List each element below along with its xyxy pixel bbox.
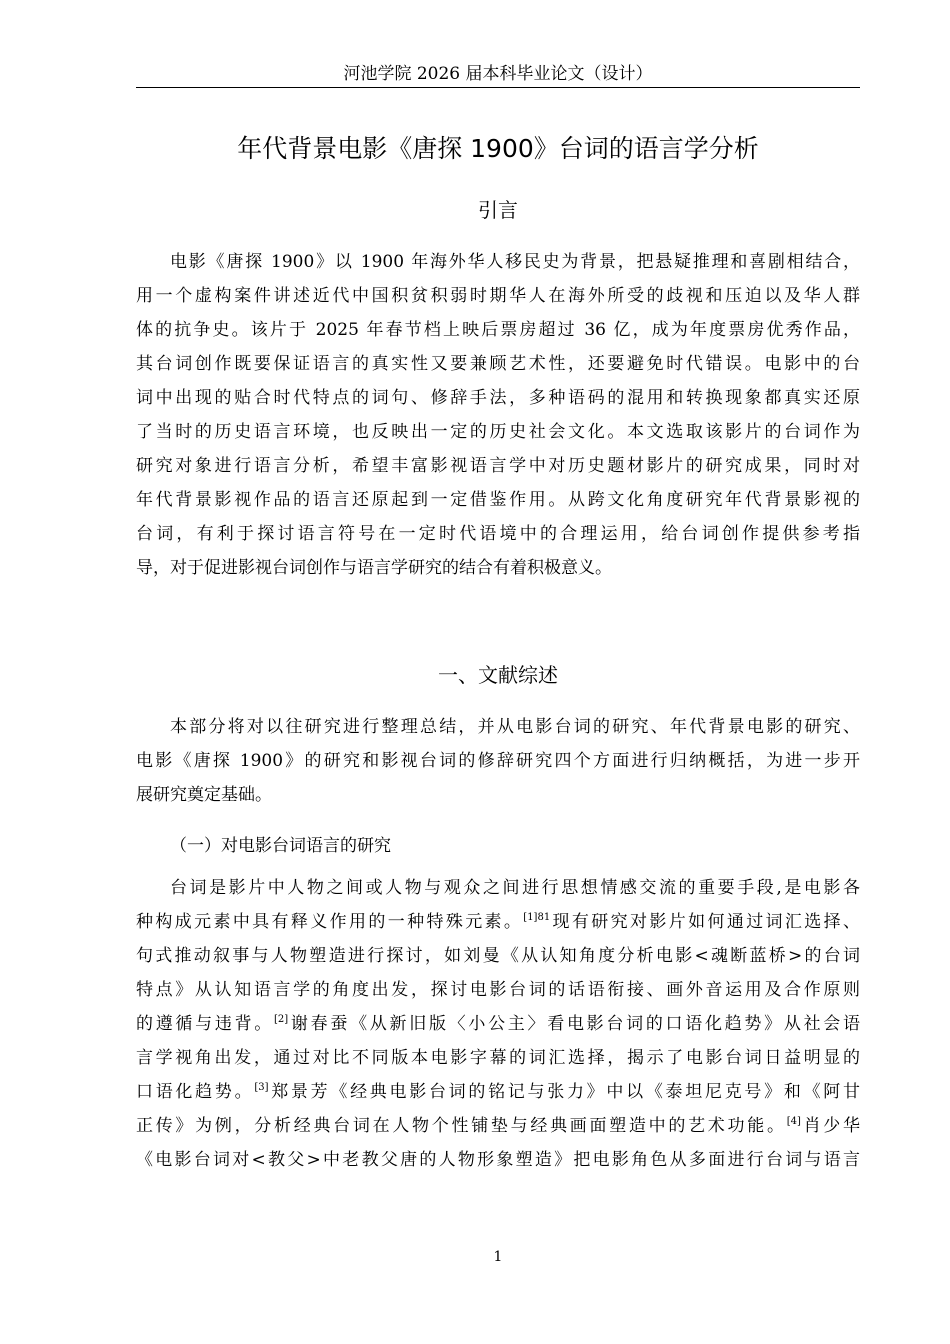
citation-ref: [4] bbox=[786, 1116, 801, 1127]
paragraph-line: 研究对象进行语言分析，希望丰富影视语言学中对历史题材影片的研究成果，同时对 bbox=[136, 456, 860, 476]
paragraph-line: 词中出现的贴合时代特点的词句、修辞手法，多种语码的混用和转换现象都真实还原 bbox=[136, 388, 860, 408]
paragraph-line: 句式推动叙事与人物塑造进行探讨，如刘曼《从认知角度分析电影<魂断蓝桥>的台词 bbox=[136, 946, 860, 966]
paragraph-line: 台词是影片中人物之间或人物与观众之间进行思想情感交流的重要手段,是电影各 bbox=[170, 878, 860, 898]
paragraph-line: 正传》为例，分析经典台词在人物个性铺垫与经典画面塑造中的艺术功能。[4]肖少华 bbox=[136, 1116, 861, 1136]
running-header: 河池学院 2026 届本科毕业论文（设计） bbox=[343, 64, 653, 84]
paragraph-line: 种构成元素中具有释义作用的一种特殊元素。$^{[1]81}$现有研究对影片如何通过词汇选择、 bbox=[136, 912, 861, 932]
paragraph-line: 本部分将对以往研究进行整理总结，并从电影台词的研究、年代背景电影的研究、 bbox=[170, 717, 860, 737]
paragraph-line: 体的抗争史。该片于 2025 年春节档上映后票房超过 36 亿，成为年度票房优秀作品， bbox=[136, 320, 860, 340]
paragraph-line: 了当时的历史语言环境，也反映出一定的历史社会文化。本文选取该影片的台词作为 bbox=[136, 422, 860, 442]
paragraph-line: 电影《唐探 1900》的研究和影视台词的修辞研究四个方面进行归纳概括，为进一步开 bbox=[136, 751, 860, 771]
page-number: 1 bbox=[493, 1249, 503, 1265]
citation-ref: [1]81 bbox=[523, 912, 551, 923]
paragraph-line: 的遵循与违背。[2]谢春蚕《从新旧版〈小公主〉看电影台词的口语化趋势》从社会语 bbox=[136, 1014, 861, 1034]
paragraph-line: 年代背景影视作品的语言还原起到一定借鉴作用。从跨文化角度研究年代背景影视的 bbox=[136, 490, 860, 510]
paragraph-line: 展研究奠定基础。 bbox=[136, 785, 272, 805]
paragraph-line: 其台词创作既要保证语言的真实性又要兼顾艺术性，还要避免时代错误。电影中的台 bbox=[136, 354, 860, 374]
paragraph-line: 导，对于促进影视台词创作与语言学研究的结合有着积极意义。 bbox=[136, 558, 612, 578]
header-rule bbox=[136, 87, 860, 88]
subsection-heading: （一）对电影台词语言的研究 bbox=[170, 836, 391, 856]
citation-ref: [2] bbox=[274, 1014, 289, 1025]
paragraph-line: 电影《唐探 1900》以 1900 年海外华人移民史为背景，把悬疑推理和喜剧相结合， bbox=[170, 252, 860, 272]
section-intro-paragraph bbox=[136, 710, 860, 812]
paragraph-line: 特点》从认知语言学的角度出发，探讨电影台词的话语衔接、画外音运用及合作原则 bbox=[136, 980, 860, 1000]
paper-title: 年代背景电影《唐探 1900》台词的语言学分析 bbox=[237, 134, 759, 163]
paragraph-line: 用一个虚构案件讲述近代中国积贫积弱时期华人在海外所受的歧视和压迫以及华人群 bbox=[136, 286, 860, 306]
section-heading: 一、文献综述 bbox=[438, 663, 558, 687]
intro-heading: 引言 bbox=[478, 198, 518, 222]
citation-ref: [3] bbox=[254, 1082, 269, 1093]
paragraph-line: 言学视角出发，通过对比不同版本电影字幕的词汇选择，揭示了电影台词日益明显的 bbox=[136, 1048, 860, 1068]
paragraph-line: 口语化趋势。[3]郑景芳《经典电影台词的铭记与张力》中以《泰坦尼克号》和《阿甘 bbox=[136, 1082, 861, 1102]
subsection-paragraph bbox=[136, 871, 860, 1177]
paragraph-line: 台词，有利于探讨语言符号在一定时代语境中的合理运用，给台词创作提供参考指 bbox=[136, 524, 860, 544]
intro-paragraph bbox=[136, 245, 860, 585]
paragraph-line: 《电影台词对<教父>中老教父唐的人物形象塑造》把电影角色从多面进行台词与语言 bbox=[136, 1150, 860, 1170]
